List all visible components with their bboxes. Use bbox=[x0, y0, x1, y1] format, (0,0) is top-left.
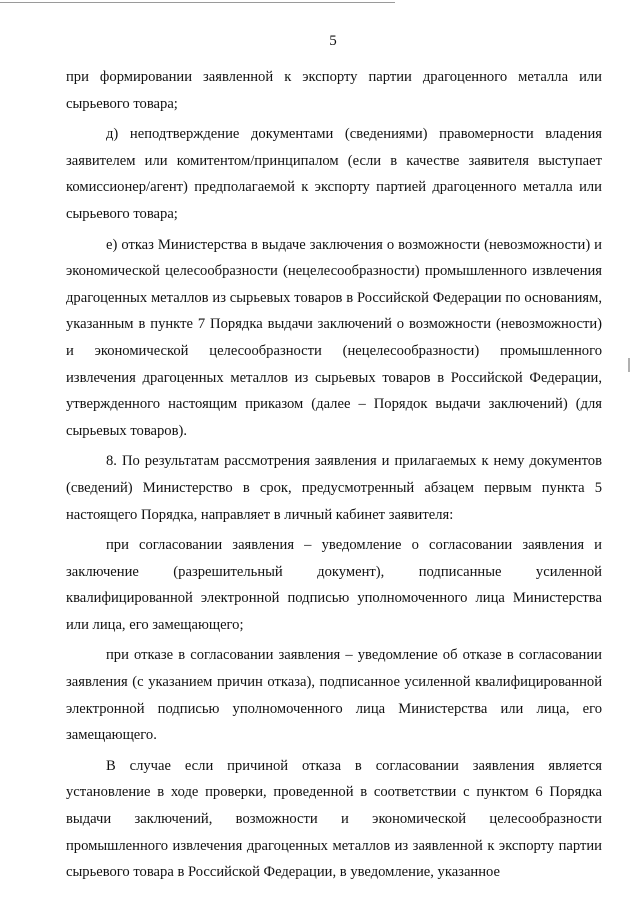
page-number: 5 bbox=[329, 33, 337, 49]
scan-top-edge bbox=[0, 2, 395, 3]
paragraph-item-e: е) отказ Министерства в выдаче заключения о возможности (невозможности) и экономической целесообразности (нецелесообразности) промышленного извлечения драгоценных металлов из сырьевых товаров в Российской Федерации по основаниям, указанным в пункте 7 Порядка выдачи заключений о возможности (невозможности) и экономической целесообразности (нецелесообразности) промышленного извлечения драгоценных металлов из сырьевых товаров в Российской Федерации, утвержденного настоящим приказом (далее – Порядок выдачи заключений) (для сырьевых товаров). bbox=[66, 236, 602, 439]
paragraph-refusal: при отказе в согласовании заявления – уведомление об отказе в согласовании заявления (с указанием причин отказа), подписанное усиленной квалифицированной электронной подписью уполномоченного лица Министерства или лица, его замещающего. bbox=[66, 647, 602, 744]
paragraph-continuation: при формировании заявленной к экспорту партии драгоценного металла или сырьевого товара; bbox=[66, 69, 602, 112]
paragraph-item-d: д) неподтверждение документами (сведениями) правомерности владения заявителем или комитентом/принципалом (если в качестве заявителя выступает комиссионер/агент) предполагаемой к экспорту партией драгоценного металла или сырьевого товара; bbox=[66, 126, 602, 222]
paragraph-clause-8: 8. По результатам рассмотрения заявления и прилагаемых к нему документов (сведений) Министерство в срок, предусмотренный абзацем первым пункта 5 настоящего Порядка, направляет в личный кабинет заявителя: bbox=[66, 453, 602, 523]
paragraph-approval: при согласовании заявления – уведомление о согласовании заявления и заключение (разрешительный документ), подписанные усиленной квалифицированной электронной подписью уполномоченного лица Министерства или лица, его замещающего; bbox=[66, 537, 602, 633]
paragraph-refusal-reason: В случае если причиной отказа в согласовании заявления является установление в ходе проверки, проведенной в соответствии с пунктом 6 Порядка выдачи заключений, возможности и экономической целесообразности промышленного извлечения драгоценных металлов из заявленной к экспорту партии сырьевого товара в Российской Федерации, в уведомление, указанное bbox=[66, 757, 602, 881]
document-body bbox=[66, 64, 602, 886]
scan-side-mark bbox=[628, 358, 630, 372]
